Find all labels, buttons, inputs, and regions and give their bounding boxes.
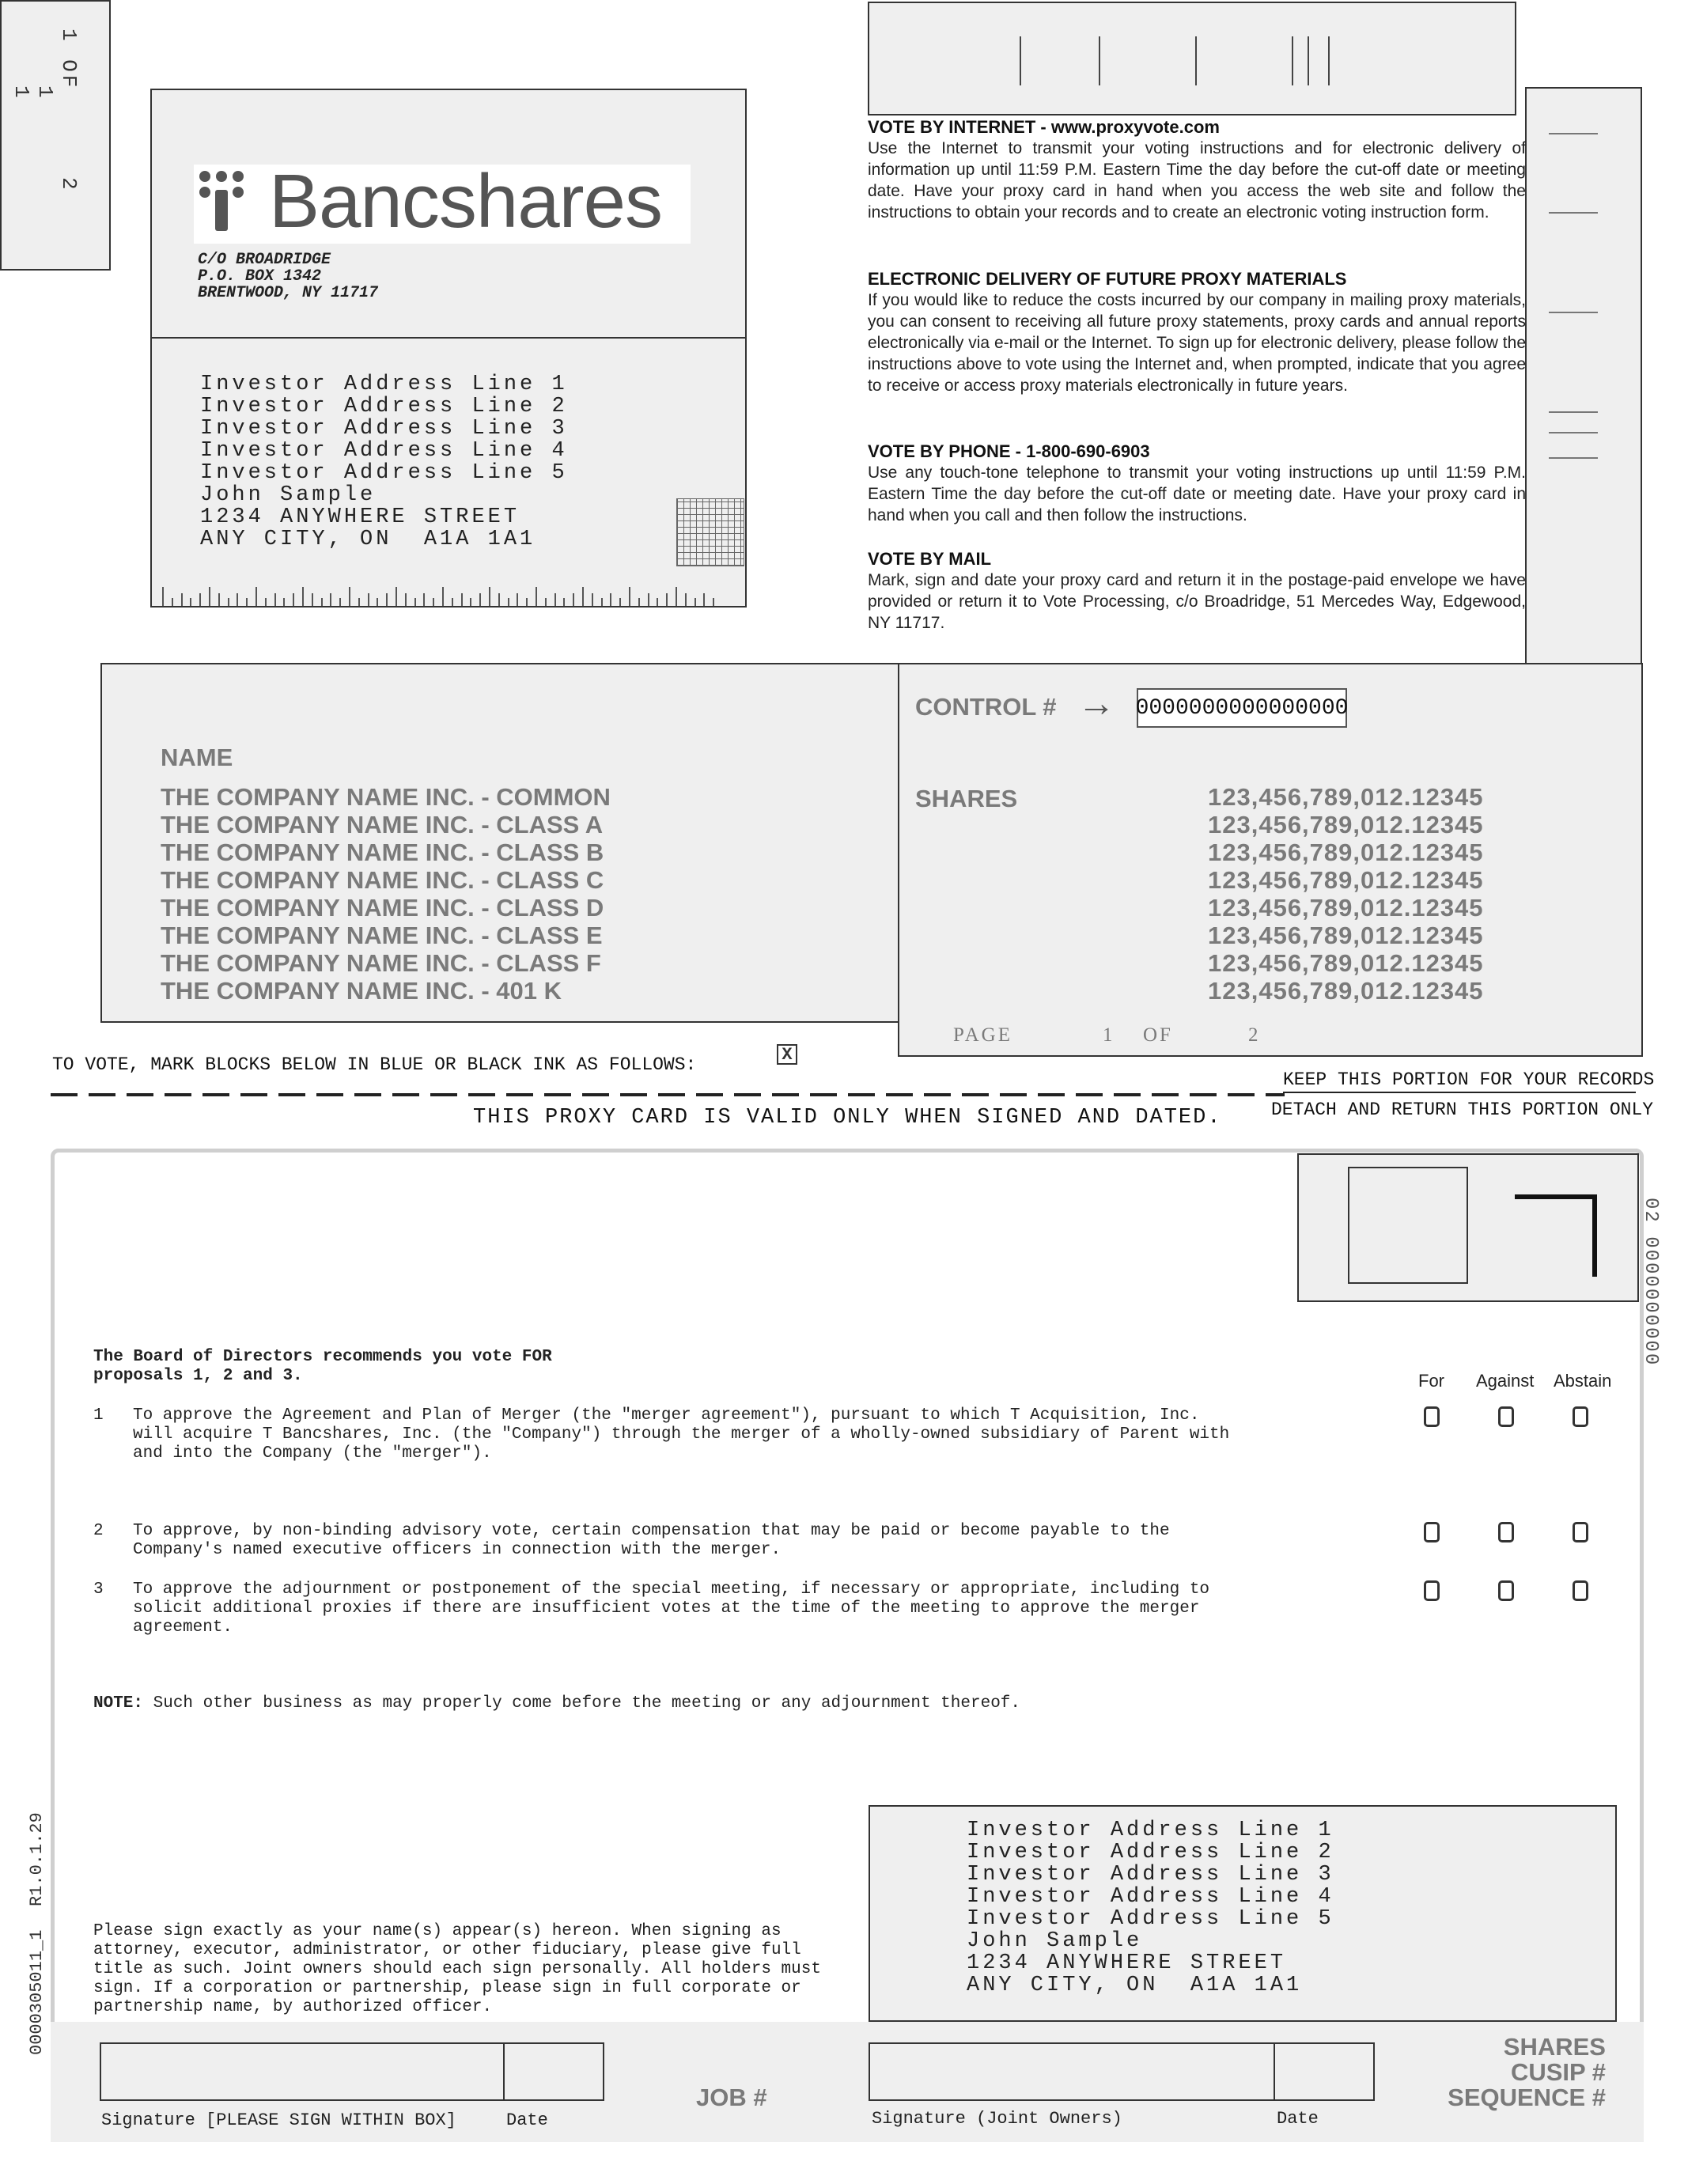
share-amount: 123,456,789,012.12345 <box>1208 922 1484 949</box>
mail-text: Mark, sign and date your proxy card and return it in the postage-paid envelope we have provided or return it to Vote Processing, c/o Broadridge, 51 Mercedes Way, Edgewood, NY 11717. <box>868 571 1526 632</box>
ruler-tick <box>657 598 658 606</box>
ruler-tick <box>648 593 649 606</box>
cusip-label: CUSIP # <box>1510 2058 1606 2086</box>
page-total: 2 <box>1248 1024 1261 1046</box>
ruler-tick <box>526 598 528 606</box>
strip-mark <box>1549 457 1598 459</box>
ruler-tick <box>610 593 611 606</box>
joint-date-box[interactable] <box>1274 2042 1375 2101</box>
ruler-tick <box>218 593 220 606</box>
logo-dot <box>233 171 244 182</box>
ruler-tick <box>302 587 304 606</box>
electronic-heading: ELECTRONIC DELIVERY OF FUTURE PROXY MATERIALS <box>868 269 1347 289</box>
investor-address-line: Investor Address Line 1 <box>967 1819 1334 1842</box>
joint-date-label: Date <box>1277 2109 1319 2129</box>
proposal-1-abstain-checkbox[interactable] <box>1573 1406 1588 1427</box>
proposal-number: 2 <box>93 1522 104 1540</box>
left-code-1: 0000305011_1 <box>27 1929 47 2055</box>
ruler-tick <box>592 593 593 606</box>
company-name-line: THE COMPANY NAME INC. - COMMON <box>161 783 611 811</box>
ruler-tick <box>190 598 191 606</box>
ruler-tick <box>676 587 677 606</box>
phone-text: Use any touch-tone telephone to transmit your voting instructions up until 11:59 P.M. Eastern Time the day before the cut-off date or meeting date. Have your proxy card in hand when you call and then follow the instructions. <box>868 464 1526 524</box>
date-label: Date <box>506 2110 548 2130</box>
investor-city: ANY CITY, ON A1A 1A1 <box>967 1974 1303 1997</box>
ruler-tick <box>349 587 350 606</box>
left-code-2: R1.0.1.29 <box>27 1812 47 1906</box>
ruler-tick <box>172 598 173 606</box>
proposal-3-against-checkbox[interactable] <box>1498 1580 1514 1601</box>
ruler-tick <box>199 593 201 606</box>
ruler-tick <box>433 598 434 606</box>
page-label: PAGE <box>953 1024 1012 1046</box>
share-amount: 123,456,789,012.12345 <box>1208 866 1484 894</box>
return-address-line: P.O. BOX 1342 <box>198 267 322 286</box>
detach-portion-text: DETACH AND RETURN THIS PORTION ONLY <box>1271 1100 1654 1120</box>
proposal-1-against-checkbox[interactable] <box>1498 1406 1514 1427</box>
ruler-tick <box>695 598 696 606</box>
investor-address-line: Investor Address Line 5 <box>967 1907 1334 1931</box>
investor-name: John Sample <box>967 1929 1143 1953</box>
ruler-tick <box>601 598 603 606</box>
ruler-tick <box>470 598 471 606</box>
proposal-text: To approve the adjournment or postponement of the special meeting, if necessary or appropriate, including to solicit additional proxies if there are insufficient votes at the time of the meeting to approve the merger agreement. <box>133 1580 1210 1637</box>
barcode-box <box>868 2 1516 115</box>
proposal-2-for-checkbox[interactable] <box>1424 1522 1440 1542</box>
sequence-label: SEQUENCE # <box>1448 2084 1606 2111</box>
logo-dot <box>216 171 227 182</box>
logo-dot <box>233 187 244 198</box>
strip-mark <box>1549 312 1598 313</box>
ruler-tick <box>536 587 537 606</box>
ruler-tick <box>423 593 425 606</box>
control-number: 0000000000000000 <box>1137 688 1347 728</box>
investor-address-line: Investor Address Line 5 <box>200 461 568 485</box>
internet-text: Use the Internet to transmit your voting instructions and for electronic delivery of information up until 11:59 P.M. Eastern Time the day before the cut-off date or meeting date. Have your proxy card in hand when you access the web site and follow the instructions to obtain your records and to create an electronic voting instruction form. <box>868 139 1526 221</box>
ruler-tick <box>228 598 229 606</box>
note-label: NOTE: <box>93 1694 144 1713</box>
barcode-bar <box>1328 36 1330 85</box>
share-amount: 123,456,789,012.12345 <box>1208 894 1484 922</box>
investor-address-line: Investor Address Line 1 <box>200 373 568 396</box>
share-amount: 123,456,789,012.12345 <box>1208 977 1484 1005</box>
investor-street: 1234 ANYWHERE STREET <box>200 505 520 529</box>
date-box[interactable] <box>503 2042 604 2101</box>
proposal-number: 1 <box>93 1406 104 1425</box>
ruler-tick <box>498 593 500 606</box>
internet-heading: VOTE BY INTERNET - www.proxyvote.com <box>868 117 1220 137</box>
ruler-tick <box>666 593 668 606</box>
ruler-tick <box>255 587 257 606</box>
proposal-text: To approve the Agreement and Plan of Merger (the "merger agreement"), pursuant to which T Acquisition, Inc. will acquire T Bancshares, Inc. (the "Company") through the merger of a wholly-owned subsidiary of Parent with and into the Company (the "merger"). <box>133 1406 1230 1463</box>
page-strip-text: 1 <box>33 85 57 101</box>
investor-name: John Sample <box>200 483 377 507</box>
barcode-bar <box>1020 36 1021 85</box>
control-label: CONTROL # <box>915 693 1057 721</box>
right-margin-strip <box>1525 87 1642 664</box>
sign-instructions: Please sign exactly as your name(s) appear(s) hereon. When signing as attorney, executor, administrator, or other fiduciary, please give full title as such. Joint owners should each sign personally. All holders must sign. If a corporation or partnership, please sign in full corporate or partnership name, by authorized officer. <box>93 1922 821 2016</box>
page-strip-text: 2 <box>57 177 81 193</box>
ruler-marks <box>162 584 724 606</box>
strip-mark <box>1549 432 1598 433</box>
company-name-line: THE COMPANY NAME INC. - CLASS F <box>161 949 601 977</box>
share-amount: 123,456,789,012.12345 <box>1208 838 1484 866</box>
ruler-tick <box>368 593 369 606</box>
logo-dot <box>199 171 210 182</box>
name-label: NAME <box>161 744 233 771</box>
investor-address-line: Investor Address Line 2 <box>200 395 568 418</box>
ruler-tick <box>293 593 294 606</box>
ruler-tick <box>452 598 453 606</box>
keep-underline <box>1283 1092 1636 1093</box>
investor-city: ANY CITY, ON A1A 1A1 <box>200 528 536 551</box>
investor-address-line: Investor Address Line 3 <box>200 417 568 441</box>
ruler-tick <box>619 598 621 606</box>
abstain-column-header: Abstain <box>1554 1371 1612 1391</box>
ruler-tick <box>685 593 687 606</box>
ruler-tick <box>377 598 378 606</box>
logo-t-icon <box>215 190 228 231</box>
shares-label: SHARES <box>915 785 1018 812</box>
ruler-tick <box>479 593 481 606</box>
ruler-tick <box>517 593 518 606</box>
note <box>93 1694 1020 1713</box>
ruler-tick <box>246 598 248 606</box>
board-recommendation: The Board of Directors recommends you vote FOR proposals 1, 2 and 3. <box>93 1348 552 1385</box>
company-name-line: THE COMPANY NAME INC. - CLASS C <box>161 866 604 894</box>
company-name-line: THE COMPANY NAME INC. - CLASS E <box>161 922 603 949</box>
job-label: JOB # <box>696 2084 767 2111</box>
ruler-tick <box>265 598 267 606</box>
ruler-tick <box>339 598 341 606</box>
page-strip-text: 1 <box>9 85 33 101</box>
barcode-bar <box>1308 36 1309 85</box>
share-amount: 123,456,789,012.12345 <box>1208 811 1484 838</box>
keep-portion-text: KEEP THIS PORTION FOR YOUR RECORDS <box>1283 1069 1655 1090</box>
ruler-tick <box>283 598 285 606</box>
ruler-tick <box>386 593 388 606</box>
against-column-header: Against <box>1476 1371 1535 1391</box>
corner-registration-mark <box>1515 1194 1597 1277</box>
share-amount: 123,456,789,012.12345 <box>1208 949 1484 977</box>
scan-square <box>1348 1167 1468 1284</box>
proposal-3-abstain-checkbox[interactable] <box>1573 1580 1588 1601</box>
company-name-line: THE COMPANY NAME INC. - 401 K <box>161 977 562 1005</box>
page-strip-text: 1 OF <box>57 28 81 91</box>
strip-mark <box>1549 212 1598 214</box>
signature-label: Signature [PLEASE SIGN WITHIN BOX] <box>101 2110 456 2130</box>
barcode-bar <box>1195 36 1197 85</box>
ruler-tick <box>554 593 556 606</box>
joint-signature-label: Signature (Joint Owners) <box>872 2109 1122 2129</box>
x-mark-example: X <box>777 1044 797 1065</box>
valid-proxy-text: THIS PROXY CARD IS VALID ONLY WHEN SIGNED AND DATED. <box>473 1106 1222 1130</box>
ruler-tick <box>629 587 630 606</box>
investor-address-line: Investor Address Line 4 <box>967 1885 1334 1909</box>
ruler-tick <box>461 593 463 606</box>
ruler-tick <box>638 598 640 606</box>
strip-mark <box>1549 411 1598 413</box>
proposal-2-abstain-checkbox[interactable] <box>1573 1522 1588 1542</box>
joint-signature-box[interactable] <box>869 2042 1275 2101</box>
barcode-bar <box>1099 36 1100 85</box>
card-side-code: 02 0000000000 <box>1640 1198 1661 1367</box>
barcode-bar <box>1292 36 1293 85</box>
ruler-tick <box>274 593 276 606</box>
proposal-3-for-checkbox[interactable] <box>1424 1580 1440 1601</box>
proposal-2-against-checkbox[interactable] <box>1498 1522 1514 1542</box>
return-address-line: BRENTWOOD, NY 11717 <box>198 284 379 302</box>
ruler-tick <box>162 587 164 606</box>
company-name-line: THE COMPANY NAME INC. - CLASS A <box>161 811 604 838</box>
ruler-tick <box>405 593 407 606</box>
ruler-tick <box>321 598 323 606</box>
mail-heading: VOTE BY MAIL <box>868 549 992 569</box>
investor-street: 1234 ANYWHERE STREET <box>967 1951 1287 1975</box>
strip-mark <box>1549 133 1598 134</box>
ruler-tick <box>414 598 416 606</box>
arrow-right-icon: → <box>1077 683 1115 725</box>
shares-footer-label: SHARES <box>1503 2033 1606 2061</box>
ruler-tick <box>508 598 509 606</box>
for-column-header: For <box>1418 1371 1444 1391</box>
detach-dashed-line <box>51 1093 1285 1096</box>
of-label: OF <box>1143 1024 1173 1046</box>
return-address-line: C/O BROADRIDGE <box>198 251 331 269</box>
phone-heading: VOTE BY PHONE - 1-800-690-6903 <box>868 441 1150 461</box>
ruler-tick <box>573 593 574 606</box>
ruler-tick <box>713 598 714 606</box>
ruler-tick <box>396 587 397 606</box>
ruler-tick <box>358 598 360 606</box>
grid-code-icon <box>676 498 744 566</box>
investor-address-line: Investor Address Line 4 <box>200 439 568 463</box>
page-count-strip <box>0 0 111 271</box>
brand-name: Bancshares <box>269 159 662 244</box>
note-text: Such other business as may properly come before the meeting or any adjournment thereof. <box>143 1694 1020 1713</box>
page-number: 1 <box>1103 1024 1115 1046</box>
ruler-tick <box>181 593 183 606</box>
company-name-line: THE COMPANY NAME INC. - CLASS D <box>161 894 604 922</box>
ruler-tick <box>237 593 238 606</box>
logo-dot <box>199 187 210 198</box>
investor-address-line: Investor Address Line 3 <box>967 1863 1334 1887</box>
proposal-number: 3 <box>93 1580 104 1599</box>
ruler-tick <box>563 598 565 606</box>
share-amount: 123,456,789,012.12345 <box>1208 783 1484 811</box>
ruler-tick <box>703 593 705 606</box>
ruler-tick <box>545 598 547 606</box>
investor-address-line: Investor Address Line 2 <box>967 1841 1334 1864</box>
ruler-tick <box>330 593 331 606</box>
ruler-tick <box>582 587 584 606</box>
ruler-tick <box>489 587 490 606</box>
proposal-1-for-checkbox[interactable] <box>1424 1406 1440 1427</box>
proposal-text: To approve, by non-binding advisory vote, certain compensation that may be paid or become payable to the Company's named executive officers in connection with the merger. <box>133 1522 1170 1559</box>
ruler-tick <box>209 587 210 606</box>
electronic-text: If you would like to reduce the costs incurred by our company in mailing proxy materials, you can consent to receiving all future proxy statements, proxy cards and annual reports electronically via e-mail or the Internet. To sign up for electronic delivery, please follow the instructions above to vote using the Internet and, when prompted, indicate that you agree to receive or access proxy materials electronically in future years. <box>868 291 1526 395</box>
ruler-tick <box>312 593 313 606</box>
ruler-tick <box>442 587 444 606</box>
vote-instruction: TO VOTE, MARK BLOCKS BELOW IN BLUE OR BLACK INK AS FOLLOWS: <box>52 1054 697 1075</box>
company-name-line: THE COMPANY NAME INC. - CLASS B <box>161 838 604 866</box>
signature-box[interactable] <box>100 2042 505 2101</box>
